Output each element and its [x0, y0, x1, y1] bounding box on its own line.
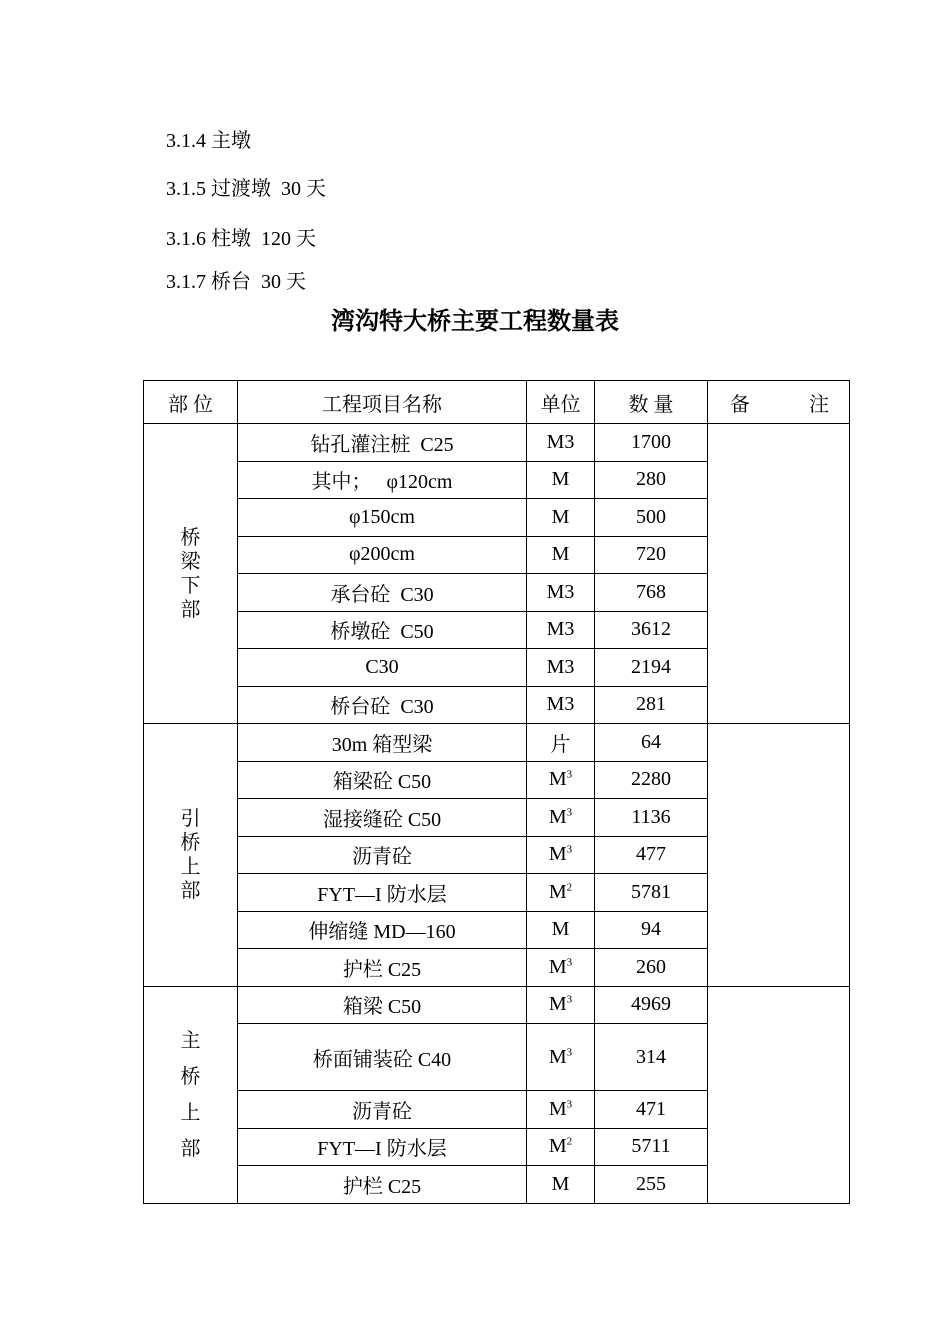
item-name: 30m 箱型梁: [238, 724, 527, 762]
group-label: [144, 724, 238, 987]
item-qty: 1700: [595, 424, 708, 462]
item-qty: 2280: [595, 761, 708, 799]
group-label-char: 上: [180, 1101, 201, 1124]
group-label-char: 桥: [180, 831, 201, 854]
item-name: 桥面铺装砼 C40: [238, 1024, 527, 1091]
section-line: 3.1.7 桥台 30 天: [166, 271, 306, 293]
item-name: 箱梁砼 C50: [238, 761, 527, 799]
item-unit-text: M: [548, 805, 567, 828]
item-unit: [527, 574, 595, 612]
item-unit: [527, 499, 595, 537]
item-name: φ200cm: [238, 536, 527, 574]
item-qty: 471: [595, 1091, 708, 1129]
item-unit: [527, 1024, 595, 1091]
table-row: [144, 724, 850, 762]
section-line: 3.1.5 过渡墩 30 天: [166, 178, 326, 200]
group-label-char: 梁: [180, 550, 201, 573]
table-row: [144, 986, 850, 1024]
group-label-char: 桥: [180, 526, 201, 549]
header-name: 工程项目名称: [238, 381, 527, 424]
item-qty: 280: [595, 461, 708, 499]
item-unit: [527, 611, 595, 649]
item-unit-text: M: [551, 918, 570, 941]
item-unit-text: M: [548, 843, 567, 866]
item-unit: [527, 799, 595, 837]
group-label-char: 上: [180, 855, 201, 878]
group-label: [144, 424, 238, 724]
item-name: FYT—I 防水层: [238, 1128, 527, 1166]
item-unit: [527, 1091, 595, 1129]
header-part: 部 位: [144, 381, 238, 424]
item-name: 护栏 C25: [238, 949, 527, 987]
header-remark-b: 注: [809, 393, 829, 416]
item-unit: [527, 761, 595, 799]
item-qty: 94: [595, 911, 708, 949]
item-unit-text: M3: [546, 430, 575, 453]
item-unit-exponent: 3: [566, 1045, 573, 1058]
item-unit-exponent: 3: [566, 843, 573, 856]
table-row: [144, 424, 850, 462]
item-qty: 64: [595, 724, 708, 762]
group-remark: [708, 724, 850, 987]
item-unit-text: M: [548, 1097, 567, 1120]
item-unit-text: M3: [546, 655, 575, 678]
item-unit-text: M3: [546, 693, 575, 716]
item-unit-text: 片: [550, 733, 571, 756]
item-name: 湿接缝砼 C50: [238, 799, 527, 837]
item-unit: [527, 536, 595, 574]
item-unit-exponent: 3: [566, 956, 573, 969]
item-unit-text: M: [551, 505, 570, 528]
item-qty: 3612: [595, 611, 708, 649]
item-unit: [527, 836, 595, 874]
section-line: 3.1.6 柱墩 120 天: [166, 228, 316, 250]
item-name: 沥青砼: [238, 1091, 527, 1129]
item-unit-text: M: [548, 955, 567, 978]
item-unit: [527, 724, 595, 762]
item-unit-text: M: [548, 880, 567, 903]
item-name: 箱梁 C50: [238, 986, 527, 1024]
group-label-char: 部: [180, 598, 201, 621]
item-unit: [527, 424, 595, 462]
item-unit-text: M3: [546, 618, 575, 641]
group-label-char: 主: [180, 1029, 201, 1052]
item-unit-text: M: [551, 468, 570, 491]
header-unit: 单位: [527, 381, 595, 424]
item-unit-exponent: 2: [566, 881, 573, 894]
group-label-char: 下: [180, 574, 201, 597]
item-qty: 500: [595, 499, 708, 537]
item-name: C30: [238, 649, 527, 687]
item-name: 沥青砼: [238, 836, 527, 874]
item-unit: [527, 874, 595, 912]
item-unit-exponent: 3: [566, 1098, 573, 1111]
item-unit-text: M: [548, 993, 567, 1016]
item-qty: 720: [595, 536, 708, 574]
item-unit-text: M: [551, 543, 570, 566]
item-unit-text: M: [548, 1135, 567, 1158]
item-qty: 314: [595, 1024, 708, 1091]
item-unit: [527, 911, 595, 949]
group-label-char: 部: [180, 1137, 201, 1160]
item-unit-exponent: 3: [566, 768, 573, 781]
item-qty: 1136: [595, 799, 708, 837]
item-unit-text: M: [548, 1045, 567, 1068]
item-name: 承台砼 C30: [238, 574, 527, 612]
group-label: [144, 986, 238, 1203]
item-unit: [527, 949, 595, 987]
group-label-char: 桥: [180, 1065, 201, 1088]
item-name: 钻孔灌注桩 C25: [238, 424, 527, 462]
item-name: FYT—I 防水层: [238, 874, 527, 912]
item-unit: [527, 461, 595, 499]
item-name: 桥墩砼 C50: [238, 611, 527, 649]
item-qty: 5711: [595, 1128, 708, 1166]
item-name: 桥台砼 C30: [238, 686, 527, 724]
item-qty: 4969: [595, 986, 708, 1024]
item-unit: [527, 986, 595, 1024]
item-unit-exponent: 2: [566, 1135, 573, 1148]
table-body: [144, 381, 850, 1204]
item-name: 伸缩缝 MD—160: [238, 911, 527, 949]
item-unit-exponent: 3: [566, 806, 573, 819]
item-unit: [527, 1166, 595, 1204]
header-qty: 数 量: [595, 381, 708, 424]
table-title: 湾沟特大桥主要工程数量表: [331, 309, 619, 335]
item-unit: [527, 1128, 595, 1166]
item-qty: 768: [595, 574, 708, 612]
item-unit-text: M3: [546, 580, 575, 603]
item-name: φ150cm: [238, 499, 527, 537]
item-unit-text: M: [548, 768, 567, 791]
item-qty: 477: [595, 836, 708, 874]
quantity-table: [143, 380, 850, 1204]
group-label-char: 引: [180, 807, 201, 830]
item-qty: 260: [595, 949, 708, 987]
item-unit-exponent: 3: [566, 993, 573, 1006]
group-remark: [708, 986, 850, 1203]
item-unit: [527, 649, 595, 687]
item-unit-text: M: [551, 1172, 570, 1195]
item-qty: 5781: [595, 874, 708, 912]
table-header-row: [144, 381, 850, 424]
item-qty: 2194: [595, 649, 708, 687]
header-remark-a: 备: [730, 393, 750, 416]
group-remark: [708, 424, 850, 724]
item-name: 护栏 C25: [238, 1166, 527, 1204]
header-remark: [708, 381, 850, 424]
group-label-char: 部: [180, 879, 201, 902]
section-line: 3.1.4 主墩: [166, 130, 251, 152]
item-qty: 281: [595, 686, 708, 724]
item-name: 其中； φ120cm: [238, 461, 527, 499]
item-unit: [527, 686, 595, 724]
item-qty: 255: [595, 1166, 708, 1204]
